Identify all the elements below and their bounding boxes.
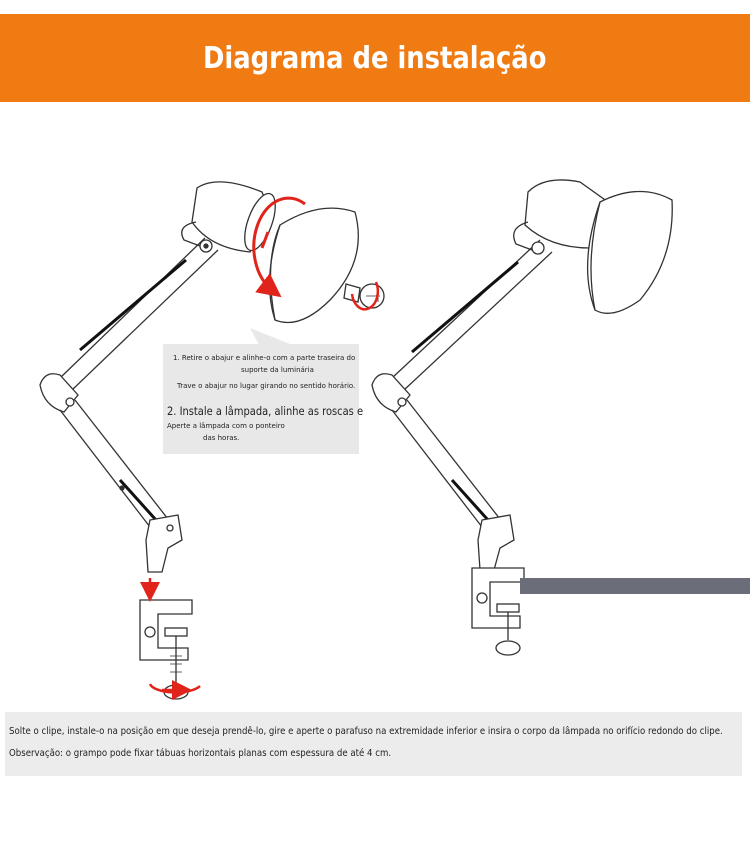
step-note-line-4: 2. Instale a lâmpada, alinhe as roscas e	[167, 404, 364, 418]
step-note-line-3: Trave o abajur no lugar girando no sentido horário.	[177, 382, 356, 390]
step-note-line-2: suporte da luminária	[241, 366, 314, 374]
bottom-notes-box	[5, 712, 742, 776]
bottom-note-line-1: Solte o clipe, instale-o na posição em que deseja prendê-lo, gire e aperte o parafuso na extremidade inferior e insira o corpo da lâmpada no orifício redondo do clipe.	[9, 726, 723, 737]
bottom-note-line-2: Observação: o grampo pode fixar tábuas horizontais planas com espessura de até 4 cm.	[9, 748, 392, 759]
step-notes-box	[163, 344, 364, 454]
left-clamp-illustration	[140, 600, 192, 699]
step-note-line-1: 1. Retire o abajur e alinhe-o com a parte traseira do	[173, 354, 356, 362]
step-note-line-6: das horas.	[203, 434, 240, 442]
table-board	[520, 578, 750, 594]
page-title: Diagrama de instalação	[203, 40, 547, 76]
step-note-line-5: Aperte a lâmpada com o ponteiro	[167, 422, 285, 430]
